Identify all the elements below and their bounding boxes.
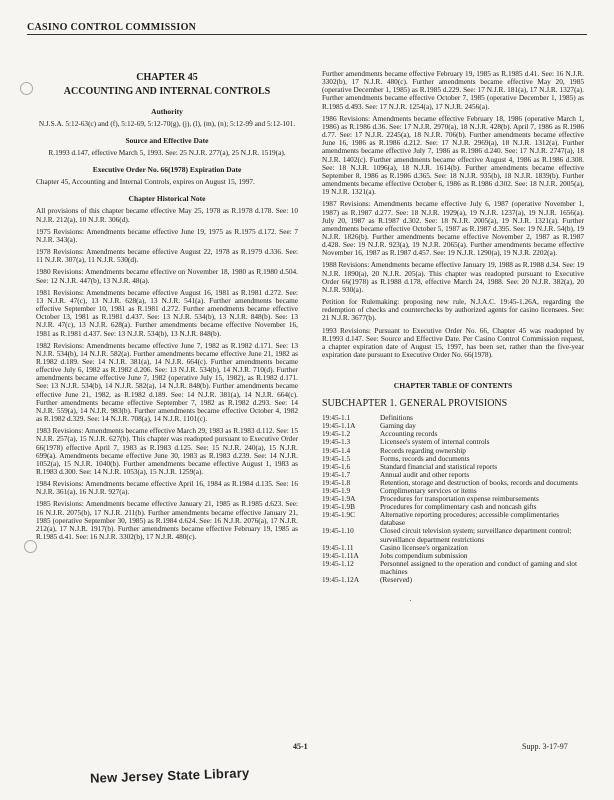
- toc-section-title: Standard financial and statistical reports: [380, 461, 498, 471]
- history-paragraph: 1988 Revisions: Amendments became effective January 19, 1988 as R.1988 d.34. See: 19 N.J.R. 1890(a), 20 N.J.R. 205(a). This chapter was readopted pursuant to Executive Order 66(1978) as R.1988 d.178, effective March 24, 1988. See: 20 N.J.R. 382(a), 20 N.J.R. 930(a).: [322, 260, 584, 294]
- toc-section-number: 19:45-1.9C: [322, 510, 356, 520]
- toc-section-title: Jobs compendium submission: [380, 550, 468, 560]
- toc-entry: [322, 560, 584, 576]
- history-paragraph: 1986 Revisions: Amendments became effective February 18, 1986 (operative March 1, 1986) as R.1986 d.36. See: 17 N.J.R. 2970(a), 18 N.J.R. 428(b). April 7, 1986 as R.1986 d.77. See: 17 N.J.R. 2245(a), 18 N.J.R. 706(b). Further amendments became effective June 16, 1986 as R.1986 d.212. See: 17 N.J.R. 2969(a), 18 N.J.R. 1312(a). Further amendments became effective July 7, 1986 as R.1986 d.240. See: 17 N.J.R. 2747(a), 18 N.J.R. 1402(c). Further amendments became effective August 4, 1986 as R.1986 d.308. See: 18 N.J.R. 1096(a), 18 N.J.R. 1614(b). Further amendments became effective September 8, 1986 as R.1986 d.365. See: 18 N.J.R. 935(b), 18 N.J.R. 1839(b). Further amendments became effective October 6, 1986 as R.1986 d.302. See: 18 N.J.R. 2005(a), 19 N.J.R. 1321(a).: [322, 113, 584, 197]
- history-paragraph: 1975 Revisions: Amendments became effective June 19, 1975 as R.1975 d.172. See: 7 N.J.R. 343(a).: [36, 226, 298, 244]
- toc-section-title: Alternative reporting procedures; accessible complimentaries database: [380, 510, 560, 528]
- toc-section-number: 19:45-1.5: [322, 453, 351, 463]
- toc-section-number: 19:45-1.6: [322, 461, 351, 471]
- punch-hole-mark: [20, 82, 33, 95]
- toc-entry: [322, 511, 584, 527]
- source-heading: Source and Effective Date: [125, 136, 209, 146]
- toc-section-number: 19:45-1.8: [322, 477, 351, 487]
- page-number: 45-1: [293, 742, 308, 751]
- expiration-heading: Executive Order No. 66(1978) Expiration Date: [92, 165, 242, 175]
- toc-section-title: Personnel assigned to the operation and conduct of gaming and slot machines: [380, 558, 577, 576]
- toc-section-number: 19:45-1.9: [322, 486, 351, 495]
- toc-entry: [322, 414, 584, 422]
- expiration-text: Chapter 45, Accounting and Internal Controls, expires on August 15, 1997.: [36, 177, 255, 187]
- toc-section-title: Procedures for transportation expense reimbursements: [380, 494, 539, 504]
- toc-section-title: Accounting records: [380, 429, 438, 439]
- authority-text: N.J.S.A. 5:12-63(c) and (f), 5:12-69, 5:12-70(g), (j), (l), (m), (n); 5:12-99 and 5:12-101.: [38, 119, 296, 128]
- toc-entry: [322, 576, 584, 584]
- toc-section-number: 19:45-1.4: [322, 445, 351, 455]
- subchapter-heading: SUBCHAPTER 1. GENERAL PROVISIONS: [322, 398, 508, 410]
- chapter-title: ACCOUNTING AND INTERNAL CONTROLS: [63, 86, 271, 97]
- toc-section-number: 19:45-1.12A: [322, 575, 360, 585]
- toc-section-number: 19:45-1.2: [322, 429, 351, 439]
- toc-section-number: 19:45-1.10: [322, 526, 354, 536]
- history-paragraph: 1978 Revisions: Amendments became effective August 22, 1978 as R.1979 d.336. See: 11 N.J.R. 307(a), 11 N.J.R. 530(d).: [36, 247, 298, 265]
- toc-section-number: 19:45-1.3: [322, 437, 351, 447]
- toc-section-number: 19:45-1.7: [322, 469, 351, 479]
- chapter-number: CHAPTER 45: [136, 72, 198, 83]
- left-column: [36, 72, 298, 545]
- history-paragraph: All provisions of this chapter became effective May 25, 1978 as R.1978 d.178. See: 10 N.J.R. 212(a), 10 N.J.R. 306(d).: [36, 206, 298, 224]
- table-of-contents: [322, 414, 584, 584]
- history-paragraph: 1981 Revisions: Amendments became effective August 16, 1981 as R.1981 d.272. See: 13 N.J.R. 47(c), 13 N.J.R. 628(a), 13 N.J.R. 541(a). Further amendments became effective September 10, 1981 as R.1981 d.272. Further amendments became effective October 13, 1981 as R.1981 d.437. See: 13 N.J.R. 534(b), 13 N.J.R. 848(b). See: 13 N.J.R. 47(c), 13 N.J.R. 628(a). Further amendments became effective November 16, 1981 as R.1981 d.437. See: 13 N.J.R. 534(b), 13 N.J.R. 848(b).: [36, 287, 298, 338]
- toc-section-number: 19:45-1.11: [322, 542, 354, 552]
- right-column: [322, 70, 584, 584]
- history-paragraph: 1993 Revisions: Pursuant to Executive Order No. 66, Chapter 45 was readopted by R.1993 d.147. See: Source and Effective Date. Per Casino Control Commission request, a chapter expiration date of August 15, 1997, has been set, rather than the five-year expiration date pursuant to Executive Order No. 66(1978).: [322, 325, 584, 359]
- toc-section-title: Licensee's system of internal controls: [380, 437, 490, 447]
- toc-section-title: (Reserved): [380, 575, 413, 585]
- history-paragraph: 1980 Revisions: Amendments became effective on November 18, 1980 as R.1980 d.504. See: 12 N.J.R. 447(b), 13 N.J.R. 48(a).: [36, 267, 298, 285]
- toc-section-title: Records regarding ownership: [380, 445, 466, 455]
- toc-section-title: Casino licensee's organization: [380, 542, 468, 552]
- source-text: R.1993 d.147, effective March 5, 1993. See: 25 N.J.R. 277(a), 25 N.J.R. 1519(a).: [48, 148, 286, 158]
- toc-section-title: Closed circuit television system; surveillance department control; surveillance department restrictions: [380, 526, 572, 544]
- toc-section-number: 19:45-1.11A: [322, 550, 359, 560]
- toc-section-number: 19:45-1.12: [322, 558, 354, 568]
- history-paragraph: 1984 Revisions: Amendments became effective April 16, 1984 as R.1984 d.135. See: 16 N.J.R. 361(a), 16 N.J.R. 927(a).: [36, 479, 298, 497]
- toc-section-number: 19:45-1.1A: [322, 421, 356, 431]
- toc-heading: CHAPTER TABLE OF CONTENTS: [393, 381, 513, 391]
- toc-section-title: Complimentary services or items: [380, 486, 477, 495]
- rulemaking-paragraph: Petition for Rulemaking: proposing new rule, N.J.A.C. 19:45-1.26A, regarding the redemption of checks and counterchecks by authorized agents for casino licensees. See: 21 N.J.R. 3677(b).: [322, 297, 584, 323]
- toc-section-title: Forms, records and documents: [380, 453, 470, 463]
- toc-section-title: Definitions: [380, 413, 413, 423]
- history-paragraph: 1983 Revisions: Amendments became effective March 29, 1983 as R.1983 d.112. See: 15 N.J.R. 257(a), 15 N.J.R. 627(b). This chapter was readopted pursuant to Executive Order 66(1978) effective April 7, 1983 as R.1983 d.125. See: 15 N.J.R. 240(a), 15 N.J.R. 699(a). Amendments became effective June 30, 1983 as R.1983 d.239. See: 14 N.J.R. 1052(a), 15 N.J.R. 1040(b). Further amendments became effective August 1, 1983 as R.1983 d.300. See: 14 N.J.R. 1053(a), 15 N.J.R. 1259(a).: [36, 426, 298, 476]
- toc-section-title: Annual audit and other reports: [380, 469, 470, 479]
- toc-entry: [322, 527, 584, 543]
- history-paragraph: Further amendments became effective February 19, 1985 as R.1985 d.41. See: 16 N.J.R. 3302(b), 17 N.J.R. 480(c). Further amendments became effective May 20, 1985 (operative December 1, 1985) as R.1985 d.229. See: 17 N.J.R. 181(a), 17 N.J.R. 1327(a). Further amendments became effective October 7, 1985 (operative December 1, 1985) as R.1985 d.493. See: 17 N.J.R. 1254(a), 17 N.J.R. 2456(a).: [322, 69, 584, 111]
- toc-section-number: 19:45-1.9B: [322, 502, 356, 512]
- running-header: CASINO CONTROL COMMISSION: [27, 22, 587, 35]
- toc-section-title: Retention, storage and destruction of books, records and documents: [380, 477, 578, 487]
- library-stamp: New Jersey State Library: [89, 765, 250, 786]
- toc-section-number: 19:45-1.9A: [322, 494, 356, 504]
- toc-section-number: 19:45-1.1: [322, 413, 351, 423]
- toc-entry: [322, 422, 584, 430]
- toc-section-title: Gaming day: [380, 421, 416, 431]
- history-paragraph: 1985 Revisions: Amendments became effective January 21, 1985 as R.1985 d.623. See: 16 N.J.R. 2075(b), 17 N.J.R. 211(b). Further amendments became effective January 21, 1985 (operative September 30, 1985) as R.1984 d.624. See: 16 N.J.R. 2076(a), 17 N.J.R. 212(a), 17 N.J.R. 1917(b). Further amendments became effective February 19, 1985 as R.1985 d.41. See: 16 N.J.R. 3302(b), 17 N.J.R. 480(c).: [36, 499, 298, 542]
- historical-note-heading: Chapter Historical Note: [128, 194, 206, 204]
- supplement-date: Supp. 3-17-97: [522, 742, 568, 751]
- history-paragraph: 1982 Revisions: Amendments became effective June 7, 1982 as R.1982 d.171. See: 13 N.J.R. 534(b), 14 N.J.R. 582(a). Further amendments became effective June 21, 1982 as R.1982 d.189. See: 14 N.J.R. 381(a), 14 N.J.R. 664(c). Further amendments became effective July 6, 1982 as R.1982 d.206. See: 13 N.J.R. 534(b), 14 N.J.R. 710(d). Further amendments became effective June 7, 1982 (operative July 15, 1982), as R.1982 d.171. See: 13 N.J.R. 534(b), 14 N.J.R. 582(a), 14 N.J.R. 848(b). Further amendments became effective June 21, 1982, as R.1982 d.189. See: 14 N.J.R. 381(a), 14 N.J.R. 664(c). Further amendments became effective September 7, 1982 as R.1982 d.293. See: 14 N.J.R. 559(a), 14 N.J.R. 983(b). Further amendments became effective October 4, 1982 as R.1982 d.329. See: 14 N.J.R. 708(a), 14 N.J.R. 1101(c).: [36, 340, 298, 424]
- authority-heading: Authority: [151, 107, 183, 116]
- scan-speck: [410, 600, 411, 601]
- toc-section-title: Procedures for complimentary cash and noncash gifts: [380, 502, 537, 512]
- history-paragraph: 1987 Revisions: Amendments became effective July 6, 1987 (operative November 1, 1987) as R.1987 d.277. See: 18 N.J.R. 1929(a), 19 N.J.R. 1237(a), 19 N.J.R. 1656(a). July 20, 1987 as R.1987 d.302. See: 18 N.J.R. 2005(a), 19 N.J.R. 1321(a). Further amendments became effective October 5, 1987 as R.1987 d.395. See: 19 N.J.R. 54(b), 19 N.J.R. 1826(b). Further amendments became effective November 2, 1987 as R.1987 d.428. See: 19 N.J.R. 923(a), 19 N.J.R. 2065(a). Further amendments became effective November 16, 1987 as R.1987 d.457. See: 19 N.J.R. 1290(a), 19 N.J.R. 2202(a).: [322, 199, 584, 258]
